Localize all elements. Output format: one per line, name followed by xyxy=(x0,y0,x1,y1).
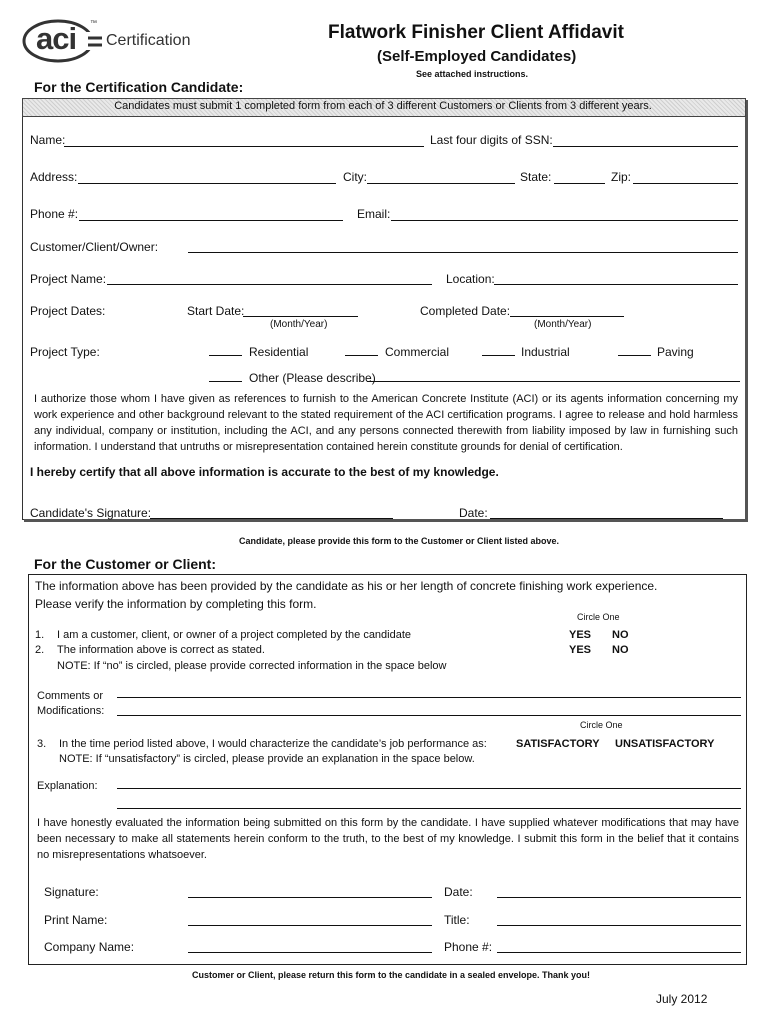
authorization-text: I authorize those whom I have given as references to furnish to the American Concrete Institute (ACI) or its agents information concerning my work experience and other background relevant to the stated requirement of the ACI certification programs. I agree to release and hold harmless any individual, company or institution, including the ACI, and any persons connected therewith from liability imposed by law in furnishing such information. I understand that untruths or misrepresentation contained herein constitute grounds for denial of certification. xyxy=(34,393,738,453)
commercial-blank[interactable] xyxy=(345,355,378,356)
client-title-field[interactable] xyxy=(497,925,741,926)
residential-option: Residential xyxy=(249,345,309,359)
aci-logo xyxy=(22,18,202,64)
phone-label: Phone #: xyxy=(30,207,79,221)
address-field[interactable] xyxy=(78,183,336,184)
email-label: Email: xyxy=(357,207,391,221)
box-shadow-right xyxy=(745,100,748,521)
q3-number: 3. xyxy=(37,738,47,750)
logo-trademark: ™ xyxy=(90,20,97,27)
customer-field[interactable] xyxy=(188,252,738,253)
project-dates-label: Project Dates: xyxy=(30,304,106,318)
candidate-date-label: Date: xyxy=(459,506,488,520)
company-name-field[interactable] xyxy=(188,952,432,953)
state-field[interactable] xyxy=(554,183,605,184)
name-field[interactable] xyxy=(64,146,424,147)
print-name-field[interactable] xyxy=(188,925,432,926)
form-subtitle: (Self-Employed Candidates) xyxy=(377,48,577,65)
modifications-label: Modifications: xyxy=(37,705,105,717)
completed-date-label: Completed Date: xyxy=(420,304,511,318)
residential-blank[interactable] xyxy=(209,355,242,356)
paving-blank[interactable] xyxy=(618,355,651,356)
certification-statement: I hereby certify that all above information is accurate to the best of my knowledge. xyxy=(30,465,499,479)
circle-one-label-2: Circle One xyxy=(580,720,623,730)
project-name-label: Project Name: xyxy=(30,272,107,286)
client-date-field[interactable] xyxy=(497,897,741,898)
explanation-field-line1[interactable] xyxy=(117,788,741,789)
print-name-label: Print Name: xyxy=(44,913,108,927)
client-intro-line1: The information above has been provided by the candidate as his or her length of concrete finishing work experience. xyxy=(35,579,658,593)
client-section-heading: For the Customer or Client: xyxy=(34,556,217,572)
commercial-option: Commercial xyxy=(385,345,450,359)
requirements-banner-text: Candidates must submit 1 completed form from each of 3 different Customers or Clients from 3 different years. xyxy=(114,100,652,112)
paving-option: Paving xyxy=(657,345,694,359)
project-name-field[interactable] xyxy=(107,284,432,285)
q1-yes[interactable]: YES xyxy=(569,629,592,641)
completed-date-field[interactable] xyxy=(510,316,624,317)
circle-one-label-1: Circle One xyxy=(577,612,620,622)
candidate-section-heading: For the Certification Candidate: xyxy=(34,79,244,95)
client-phone-label: Phone #: xyxy=(444,940,493,954)
completed-date-format: (Month/Year) xyxy=(534,319,592,330)
city-label: City: xyxy=(343,170,367,184)
form-revision-date: July 2012 xyxy=(656,992,708,1006)
ssn-field[interactable] xyxy=(553,146,738,147)
candidate-instruction-note: Candidate, please provide this form to the Customer or Client listed above. xyxy=(238,536,560,546)
q2-number: 2. xyxy=(35,644,45,656)
q3-note: NOTE: If “unsatisfactory” is circled, please provide an explanation in the space below. xyxy=(59,753,475,765)
start-date-format: (Month/Year) xyxy=(270,319,328,330)
start-date-field[interactable] xyxy=(243,316,358,317)
customer-label: Customer/Client/Owner: xyxy=(30,240,159,254)
client-evaluation-statement: I have honestly evaluated the information being submitted on this form by the candidate. I have supplied whatever modifications that may have been necessary to make all statements herein conform to the truth, to the best of my knowledge. I submit this form in the belief that it contains no misrepresentations whatsoever. xyxy=(37,817,739,861)
candidate-section-box xyxy=(22,98,746,520)
client-title-label: Title: xyxy=(444,913,470,927)
other-option: Other (Please describe) xyxy=(249,371,376,385)
client-phone-field[interactable] xyxy=(497,952,741,953)
candidate-signature-label: Candidate's Signature: xyxy=(30,506,152,520)
zip-label: Zip: xyxy=(611,170,632,184)
project-type-label: Project Type: xyxy=(30,345,100,359)
company-name-label: Company Name: xyxy=(44,940,135,954)
candidate-signature-field[interactable] xyxy=(150,518,393,519)
logo-subtitle: Certification xyxy=(106,32,191,49)
client-intro-line2: Please verify the information by completing this form. xyxy=(35,597,317,611)
q2-text: The information above is correct as stated. xyxy=(57,644,265,656)
q1-no[interactable]: NO xyxy=(612,629,629,641)
city-field[interactable] xyxy=(367,183,515,184)
comments-label: Comments or xyxy=(37,690,104,702)
address-label: Address: xyxy=(30,170,78,184)
candidate-date-field[interactable] xyxy=(490,518,723,519)
client-signature-label: Signature: xyxy=(44,885,99,899)
ssn-label: Last four digits of SSN: xyxy=(430,133,553,147)
location-label: Location: xyxy=(446,272,495,286)
start-date-label: Start Date: xyxy=(187,304,245,318)
satisfactory-option[interactable]: SATISFACTORY xyxy=(516,738,600,750)
form-title: Flatwork Finisher Client Affidavit xyxy=(328,22,624,43)
industrial-blank[interactable] xyxy=(482,355,515,356)
q1-text: I am a customer, client, or owner of a project completed by the candidate xyxy=(57,629,412,641)
q1-number: 1. xyxy=(35,629,45,641)
explanation-label: Explanation: xyxy=(37,780,98,792)
name-label: Name: xyxy=(30,133,66,147)
other-describe-field[interactable] xyxy=(367,381,740,382)
unsatisfactory-option[interactable]: UNSATISFACTORY xyxy=(615,738,715,750)
email-field[interactable] xyxy=(391,220,738,221)
industrial-option: Industrial xyxy=(521,345,570,359)
comments-field-line1[interactable] xyxy=(117,697,741,698)
instructions-note: See attached instructions. xyxy=(416,69,529,79)
q3-text: In the time period listed above, I would characterize the candidate’s job performance as: xyxy=(59,738,487,750)
location-field[interactable] xyxy=(494,284,738,285)
logo-brand: aci xyxy=(36,21,77,56)
comments-field-line2[interactable] xyxy=(117,715,741,716)
other-blank[interactable] xyxy=(209,381,242,382)
q2-note: NOTE: If “no” is circled, please provide corrected information in the space below xyxy=(57,660,447,672)
client-date-label: Date: xyxy=(444,885,473,899)
q2-yes[interactable]: YES xyxy=(569,644,592,656)
explanation-field-line2[interactable] xyxy=(117,808,741,809)
q2-no[interactable]: NO xyxy=(612,644,629,656)
client-signature-field[interactable] xyxy=(188,897,432,898)
return-instruction-note: Customer or Client, please return this form to the candidate in a sealed envelope. Thank you! xyxy=(191,970,591,980)
zip-field[interactable] xyxy=(633,183,738,184)
phone-field[interactable] xyxy=(79,220,343,221)
state-label: State: xyxy=(520,170,552,184)
